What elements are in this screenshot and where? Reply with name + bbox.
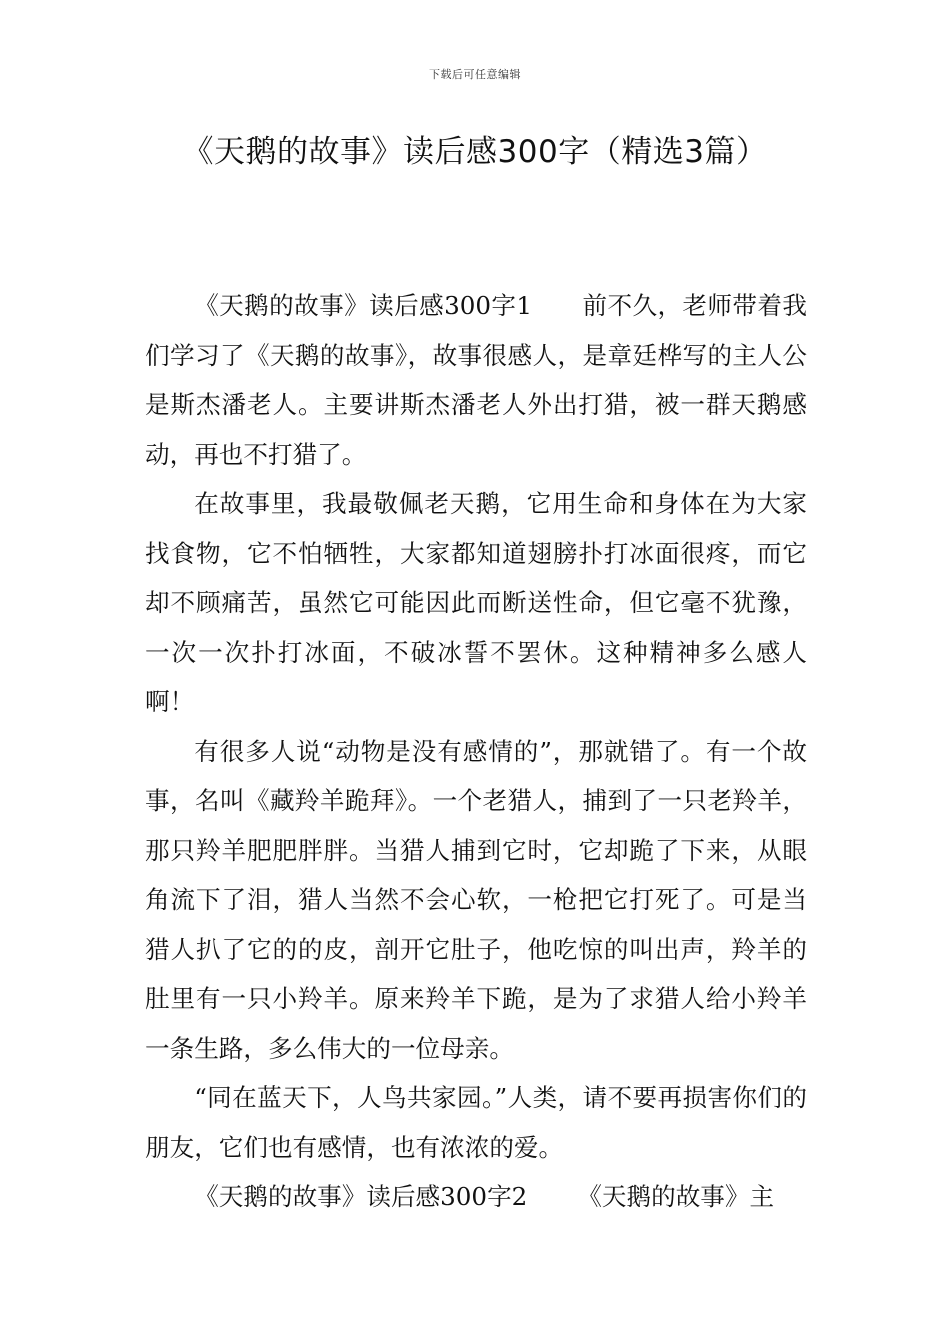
document-body bbox=[145, 281, 807, 1222]
section-1-paragraph-1: 前不久，老师带着我们学习了《天鹅的故事》，故事很感人，是章廷桦写的主人公是斯杰潘老人。主要讲斯杰潘老人外出打猎，被一群天鹅感动，再也不打猎了。 bbox=[145, 291, 807, 469]
document-title: 《天鹅的故事》读后感300字（精选3篇） bbox=[182, 134, 768, 170]
section-1-paragraph-4: “同在蓝天下，人鸟共家园。”人类，请不要再损害你们的朋友，它们也有感情，也有浓浓的爱。 bbox=[145, 1083, 807, 1162]
section-1-opening-paragraph bbox=[145, 281, 807, 479]
header-note: 下载后可任意编辑 bbox=[429, 68, 521, 81]
section-1-heading: 《天鹅的故事》读后感300字1 bbox=[194, 291, 533, 320]
section-1-paragraph-3: 有很多人说“动物是没有感情的”，那就错了。有一个故事，名叫《藏羚羊跪拜》。一个老猎人，捕到了一只老羚羊，那只羚羊肥肥胖胖。当猎人捕到它时，它却跪了下来，从眼角流下了泪，猎人当然不会心软，一枪把它打死了。可是当猎人扒了它的的皮，剖开它肚子，他吃惊的叫出声，羚羊的肚里有一只小羚羊。原来羚羊下跪，是为了求猎人给小羚羊一条生路，多么伟大的一位母亲。 bbox=[145, 736, 807, 1063]
section-1-paragraph-2: 在故事里，我最敬佩老天鹅，它用生命和身体在为大家找食物，它不怕牺牲，大家都知道翅膀扑打冰面很疼，而它却不顾痛苦，虽然它可能因此而断送性命，但它毫不犹豫，一次一次扑打冰面，不破冰誓不罢休。这种精神多么感人啊！ bbox=[145, 489, 807, 716]
section-2-paragraph-1: 《天鹅的故事》主 bbox=[577, 1182, 775, 1211]
section-2-heading: 《天鹅的故事》读后感300字2 bbox=[194, 1182, 528, 1211]
section-2-opening-paragraph bbox=[145, 1172, 807, 1222]
